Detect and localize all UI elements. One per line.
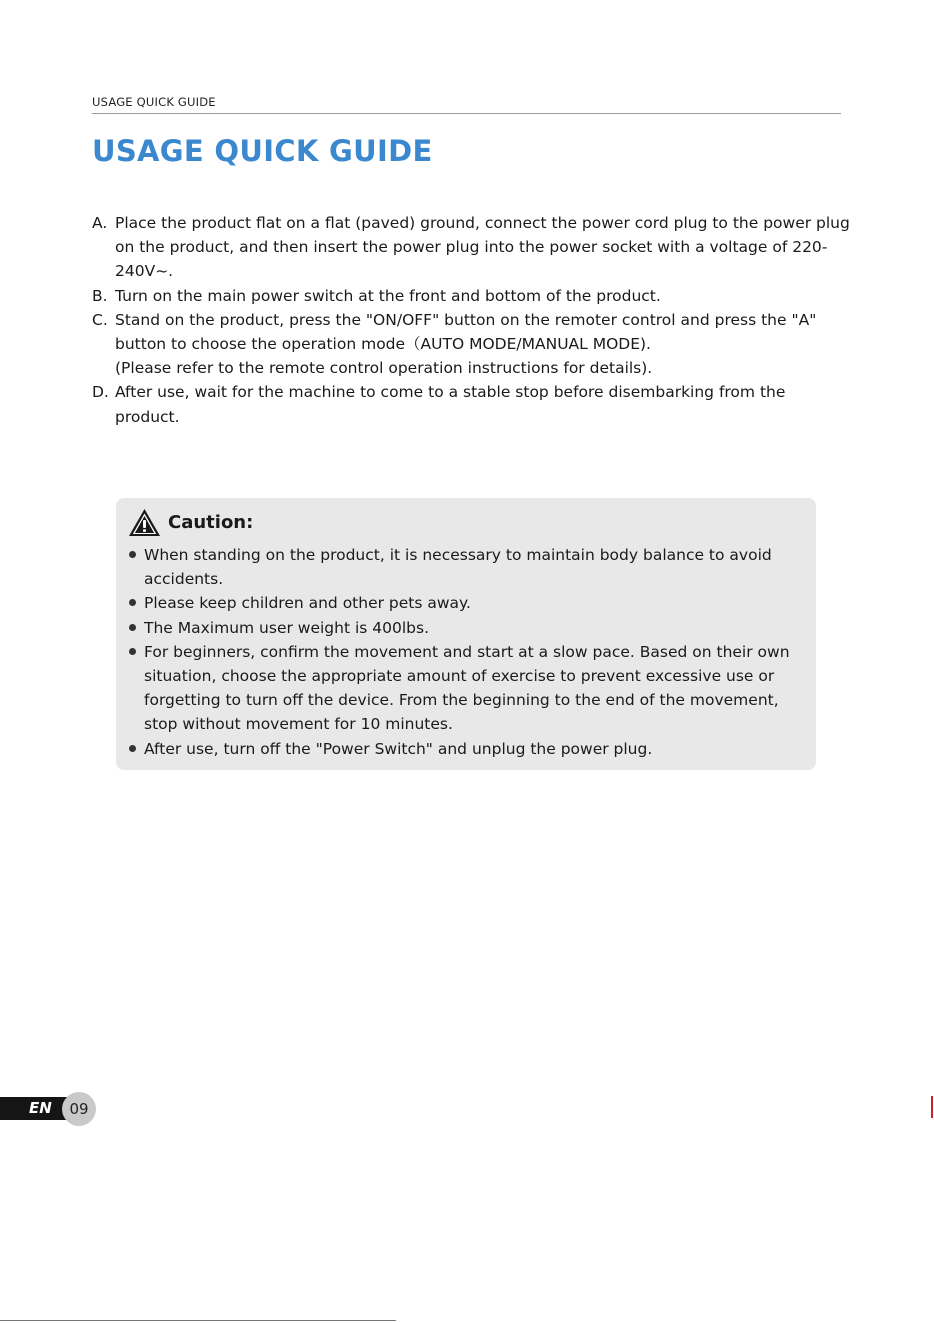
bullet-icon <box>129 648 136 655</box>
page-edge-mark <box>931 1096 933 1118</box>
caution-box <box>116 498 816 770</box>
step-letter: C. <box>92 310 108 329</box>
step-letter: B. <box>92 286 108 305</box>
caution-text: Please keep children and other pets away. <box>144 594 471 613</box>
step-text: Stand on the product, press the "ON/OFF" button on the remoter control and press the "A" button to choose the operation mode（AUTO MODE/MANUAL MODE). <box>115 310 817 354</box>
bullet-icon <box>129 551 136 558</box>
caution-text: For beginners, confirm the movement and start at a slow pace. Based on their own situation, choose the appropriate amount of exercise to prevent excessive use or forgetting to turn off the device. From the beginning to the end of the movement, stop without movement for 10 minutes. <box>144 642 790 734</box>
caution-heading <box>128 507 253 537</box>
bottom-divider <box>0 1320 396 1321</box>
page-number-badge: 09 <box>62 1092 96 1126</box>
caution-text: After use, turn off the "Power Switch" and unplug the power plug. <box>144 739 653 758</box>
running-header: USAGE QUICK GUIDE <box>92 95 216 109</box>
step-item <box>92 284 852 308</box>
language-label: EN <box>29 1099 52 1117</box>
step-text: After use, wait for the machine to come to a stable stop before disembarking from the product. <box>115 383 786 426</box>
caution-title: Caution: <box>168 511 254 533</box>
header-divider <box>92 113 841 114</box>
step-text: Turn on the main power switch at the front and bottom of the product. <box>115 286 661 305</box>
step-letter: D. <box>92 383 109 402</box>
caution-item <box>128 543 808 591</box>
caution-item <box>128 737 808 761</box>
usage-steps <box>92 211 852 429</box>
step-item <box>92 380 852 428</box>
caution-item <box>128 640 808 737</box>
bullet-icon <box>129 599 136 606</box>
caution-text: The Maximum user weight is 400lbs. <box>144 618 430 637</box>
step-text: Place the product flat on a flat (paved) ground, connect the power cord plug to the power plug on the product, and then insert the power plug into the power socket with a voltage of 220-240V~. <box>115 214 850 281</box>
step-item <box>92 211 852 284</box>
warning-triangle-icon <box>128 508 161 537</box>
caution-item <box>128 591 808 615</box>
bullet-icon <box>129 745 136 752</box>
caution-text: When standing on the product, it is necessary to maintain body balance to avoid accidents. <box>144 546 772 589</box>
page-title: USAGE QUICK GUIDE <box>92 134 433 168</box>
caution-item <box>128 616 808 640</box>
language-tab <box>0 1097 68 1120</box>
step-letter: A. <box>92 214 108 232</box>
caution-list <box>128 543 808 761</box>
bullet-icon <box>129 624 136 631</box>
step-item <box>92 308 852 381</box>
step-note: (Please refer to the remote control operation instructions for details). <box>115 359 653 378</box>
